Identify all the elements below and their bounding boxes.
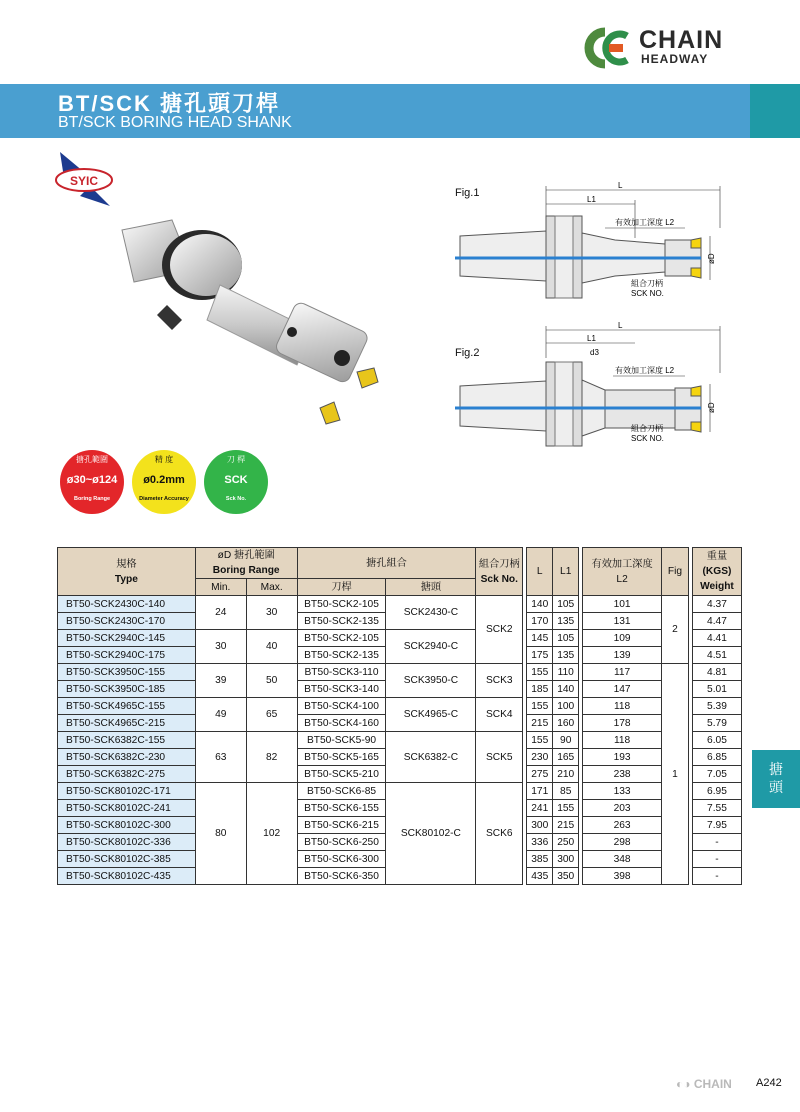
header-min: Min.	[195, 579, 246, 596]
header-L1: L1	[553, 548, 579, 596]
brand-sub: HEADWAY	[641, 52, 709, 66]
fig2-d3: d3	[590, 348, 599, 357]
table-row: BT50-SCK80102C-241 BT50-SCK6-155 241 155 203 7.55	[58, 800, 742, 817]
table-row: BT50-SCK2430C-140 24 30 BT50-SCK2-105 SCK2430-C SCK2 140 105 101 2 4.37	[58, 596, 742, 613]
fig1-sck-cn: 組合刀柄	[631, 279, 663, 288]
table-header-row	[58, 548, 742, 579]
header-sck-no: 組合刀柄 Sck No.	[476, 548, 523, 596]
badge-boring-range	[60, 450, 124, 514]
table-row: BT50-SCK4965C-215 BT50-SCK4-160 215 160 178 5.79	[58, 715, 742, 732]
fig2-drawing	[455, 318, 725, 448]
table-row: BT50-SCK4965C-155 49 65 BT50-SCK4-100 SCK4965-C SCK4 155 100 118 5.39	[58, 698, 742, 715]
header-max: Max.	[246, 579, 297, 596]
fig1-L2: 有效加工深度 L2	[615, 218, 675, 227]
fig1-D: øD	[707, 253, 716, 264]
product-photo	[112, 210, 382, 440]
header-L: L	[527, 548, 553, 596]
page-title-en: BT/SCK BORING HEAD SHANK	[58, 114, 292, 131]
syic-logo-icon	[50, 150, 120, 210]
fig2-D: øD	[707, 402, 716, 413]
fig1-L1: L1	[587, 195, 596, 204]
badge-boring-range-en: Boring Range	[73, 496, 111, 502]
fig2-L2: 有效加工深度 L2	[615, 366, 675, 375]
banner-tab	[750, 84, 800, 138]
header-fig: Fig	[661, 548, 688, 596]
badge-boring-range-value: ø30~ø124	[66, 474, 118, 486]
table-row: BT50-SCK6382C-275 BT50-SCK5-210 275 210 238 7.05	[58, 766, 742, 783]
table-row: BT50-SCK2940C-145 30 40 BT50-SCK2-105 SCK2940-C 145 105 109 4.41	[58, 630, 742, 647]
badge-accuracy-en: Diameter Accuracy	[139, 496, 189, 502]
badge-accuracy-cn: 精 度	[154, 455, 174, 464]
badge-accuracy	[132, 450, 196, 514]
fig2-L: L	[618, 321, 623, 330]
fig1-sck-en: SCK NO.	[631, 289, 664, 298]
page-number: A242	[756, 1077, 782, 1089]
table-row: BT50-SCK6382C-155 63 82 BT50-SCK5-90 SCK6382-C SCK5 155 90 118 6.05	[58, 732, 742, 749]
syic-logo-text: SYIC	[69, 174, 99, 188]
table-row: BT50-SCK6382C-230 BT50-SCK5-165 230 165 193 6.85	[58, 749, 742, 766]
badge-sck-value: SCK	[224, 474, 248, 486]
badge-boring-range-cn: 搪孔範圍	[76, 455, 108, 464]
badge-sck-cn: 刀 桿	[226, 455, 246, 464]
page-title-cn: BT/SCK 搪孔頭刀桿	[58, 91, 281, 116]
fig2-label: Fig.2	[455, 347, 480, 359]
header-boring-range: øD 搪孔範圍 Boring Range	[195, 548, 297, 579]
table-row: BT50-SCK3950C-155 39 50 BT50-SCK3-110 SCK3950-C SCK3 155 110 117 1 4.81	[58, 664, 742, 681]
table-row: BT50-SCK2940C-175 BT50-SCK2-135 175 135 139 4.51	[58, 647, 742, 664]
spec-table	[57, 547, 742, 885]
fig1-drawing	[455, 178, 725, 303]
brand-logo	[575, 26, 755, 70]
table-row: BT50-SCK80102C-385 BT50-SCK6-300 385 300 348 -	[58, 851, 742, 868]
header-type: 規格 Type	[58, 548, 196, 596]
side-tab-line1: 搪	[769, 761, 783, 777]
side-tab-line2: 頭	[769, 779, 783, 795]
badge-accuracy-value: ø0.2mm	[143, 474, 185, 486]
badge-sck-en: Sck No.	[225, 496, 247, 502]
header-L2: 有效加工深度 L2	[583, 548, 662, 596]
table-row: BT50-SCK80102C-336 BT50-SCK6-250 336 250 298 -	[58, 834, 742, 851]
badge-sck	[204, 450, 268, 514]
header-weight: 重量 (KGS) Weight	[692, 548, 741, 596]
table-row: BT50-SCK80102C-300 BT50-SCK6-215 300 215 263 7.95	[58, 817, 742, 834]
header-combo: 搪孔組合	[297, 548, 476, 579]
fig1-L: L	[618, 181, 623, 190]
footer-logo-icon: ◐◑	[676, 1077, 694, 1091]
table-row: BT50-SCK80102C-171 80 102 BT50-SCK6-85 SCK80102-C SCK6 171 85 133 6.95	[58, 783, 742, 800]
table-row: BT50-SCK80102C-435 BT50-SCK6-350 435 350 398 -	[58, 868, 742, 885]
brand-name: CHAIN	[639, 26, 724, 54]
footer-brand-logo	[676, 1077, 746, 1095]
fig2-sck-en: SCK NO.	[631, 434, 664, 443]
header-head: 搪頭	[386, 579, 476, 596]
header-shank: 刀桿	[297, 579, 386, 596]
table-row: BT50-SCK3950C-185 BT50-SCK3-140 185 140 147 5.01	[58, 681, 742, 698]
fig2-L1: L1	[587, 334, 596, 343]
footer-brand-name: CHAIN	[693, 1077, 732, 1091]
brand-logo-icon	[575, 26, 637, 70]
section-side-tab	[752, 750, 800, 808]
fig2-sck-cn: 組合刀柄	[631, 424, 663, 433]
table-row: BT50-SCK2430C-170 BT50-SCK2-135 170 135 131 4.47	[58, 613, 742, 630]
fig1-label: Fig.1	[455, 187, 480, 199]
syic-logo	[50, 150, 120, 210]
